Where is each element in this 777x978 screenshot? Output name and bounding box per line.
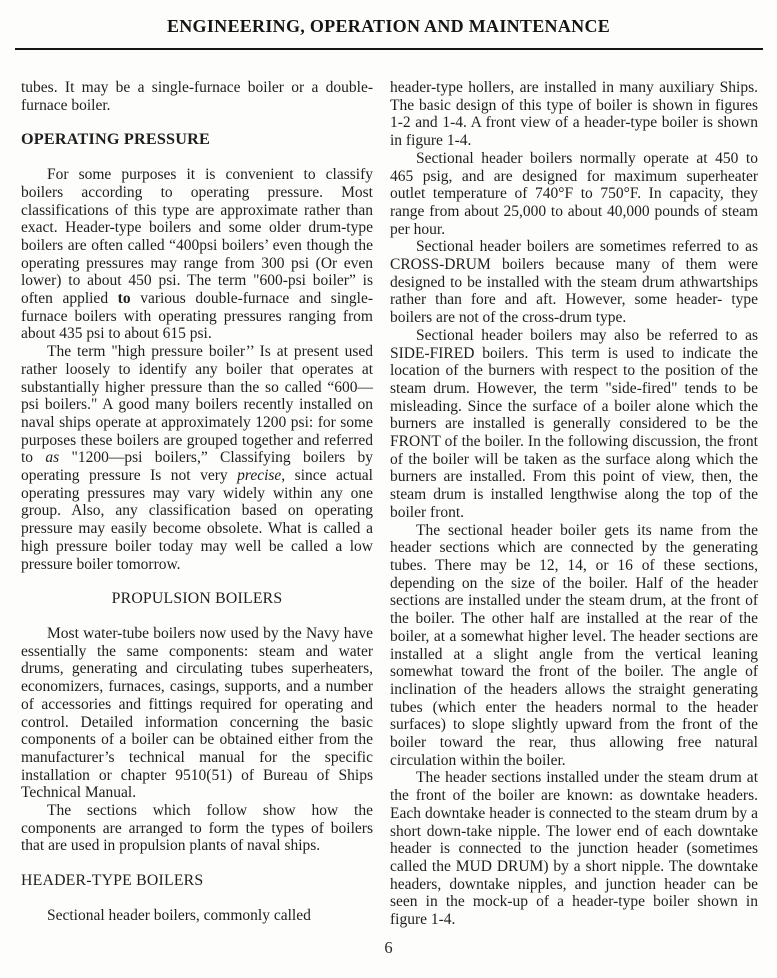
- page-header: [0, 0, 777, 37]
- text-run: tubes. It may be a single-furnace boiler or a double-furnace boiler.: [21, 79, 373, 114]
- text-run: The term "high pressure boiler’’ Is at present used rather loosely to identify any boiler that operates at substantially higher pressure than the so called “600—psi boilers." A good many boilers recently installed on naval ships operate at approximately 1200 psi: for some purposes these boilers are grouped together and referred to: [21, 343, 373, 467]
- section-heading: HEADER-TYPE BOILERS: [21, 872, 204, 890]
- text-run: Sectional header boilers are sometimes referred to as CROSS-DRUM boilers because many of them were designed to be installed with the steam drum athwartships rather than fore and aft. However, some header- type boilers are not of the cross-drum type.: [390, 238, 758, 327]
- two-column-body: [0, 79, 777, 929]
- text-run: various double-furnace and single-furnace boilers with operating pressures ranging from about 435 psi to about 615 psi.: [21, 290, 373, 343]
- section-heading: PROPULSION BOILERS: [111, 590, 283, 608]
- text-run: Sectional header boilers may also be referred to as SIDE-FIRED boilers. This term is used to indicate the location of the burners with respect to the position of the steam drum. However, the term "side-fired" tends to be misleading. Since the surface of a boiler alone which the burners are installed is generally considered to be the FRONT of the boiler. In the following discussion, the front of the boiler will be taken as the surface along which the burners are installed. From this point of view, then, the steam drum is installed lengthwise along the top of the boiler front.: [390, 326, 758, 521]
- text-run: as: [45, 449, 60, 467]
- text-run: The sectional header boiler gets its name from the header sections which are connected by the generating tubes. There may be 12, 14, or 16 of these sections, depending on the size of the boiler. Half of the header sections are installed under the steam drum, at the front of the boiler. The other half are installed at the rear of the boiler, at a somewhat higher level. The header sections are installed at a slight angle from the vertical leaning somewhat toward the front of the boiler. The angle of inclination of the headers allows the straight generating tubes (which enter the headers normal to the header surfaces) to slope slightly upward from the front of the boiler toward the rear, thus allowing free natural circulation within the boiler.: [390, 521, 758, 769]
- right-column: [390, 79, 758, 929]
- text-run: The sections which follow show how the components are arranged to form the types of boilers that are used in propulsion plants of naval ships.: [21, 802, 373, 855]
- text-run: The header sections installed under the steam drum at the front of the boiler are known: as downtake headers. Each downtake header is connected to the steam drum by a short down-take nipple. The lower end of each downtake header is connected to the junction header (sometimes called the MUD DRUM) by a short nipple. The downtake headers, downtake nipples, and junction header can be seen in the mock-up of a header-type boiler shown in figure 1-4.: [390, 769, 758, 929]
- left-column: [21, 79, 373, 929]
- text-run: since actual operating pressures may vary widely within any one group. Also, any classification based on operating pressure may easily become obsolete. What is called a high pressure boiler today may well be called a low pressure boiler tomorrow.: [21, 467, 373, 573]
- text-run: Sectional header boilers, commonly called: [47, 906, 311, 924]
- section-heading: OPERATING PRESSURE: [21, 130, 211, 149]
- paragraph: [21, 343, 373, 573]
- paragraph: [390, 150, 758, 239]
- paragraph: [21, 79, 373, 114]
- paragraph: [21, 625, 373, 802]
- paragraph: [21, 907, 373, 925]
- page-header-title: ENGINEERING, OPERATION AND MAINTENANCE: [166, 16, 611, 36]
- text-run: "1200—psi boilers,” Classifying boilers by operating pressure Is not very: [21, 449, 373, 485]
- header-divider: [15, 48, 763, 50]
- text-run: For some purposes it is convenient to classify boilers according to operating pressure. Most classifications of this type are approximate rather than exact. Header-type boilers and some older drum-type boilers are often called “400psi boilers’ even though the operating pressures may range from 300 psi (Or even lower) to about 450 psi. The term "600-psi boiler” is often applied: [21, 166, 373, 308]
- page-number: 6: [384, 938, 393, 957]
- text-run: header-type hollers, are installed in many auxiliary Ships. The basic design of this type of boiler is shown in figures 1-2 and 1-4. A front view of a header-type boiler is shown in figure 1-4.: [390, 79, 758, 150]
- paragraph: [390, 522, 758, 770]
- paragraph: [390, 327, 758, 522]
- text-run: Sectional header boilers normally operate at 450 to 465 psig, and are designed for maximum superheater outlet temperature of 740°F to 750°F. In capacity, they range from about 25,000 to about 40,000 pounds of steam per hour.: [390, 149, 758, 238]
- paragraph: [390, 769, 758, 928]
- text-run: precise,: [237, 467, 286, 485]
- page-footer: [0, 938, 777, 958]
- text-run: to: [117, 290, 131, 308]
- paragraph: [21, 802, 373, 855]
- paragraph: [390, 79, 758, 150]
- text-run: Most water-tube boilers now used by the Navy have essentially the same components: steam and water drums, generating and circulating tubes superheaters, economizers, furnaces, casings, supports, and a number of accessories and fittings required for operating and control. Detailed information concerning the basic components of a boiler can be obtained either from the manufacturer’s technical manual for the specific installation or chapter 9510(51) of Bureau of Ships Technical Manual.: [21, 624, 373, 802]
- paragraph: [21, 166, 373, 343]
- paragraph: [390, 238, 758, 327]
